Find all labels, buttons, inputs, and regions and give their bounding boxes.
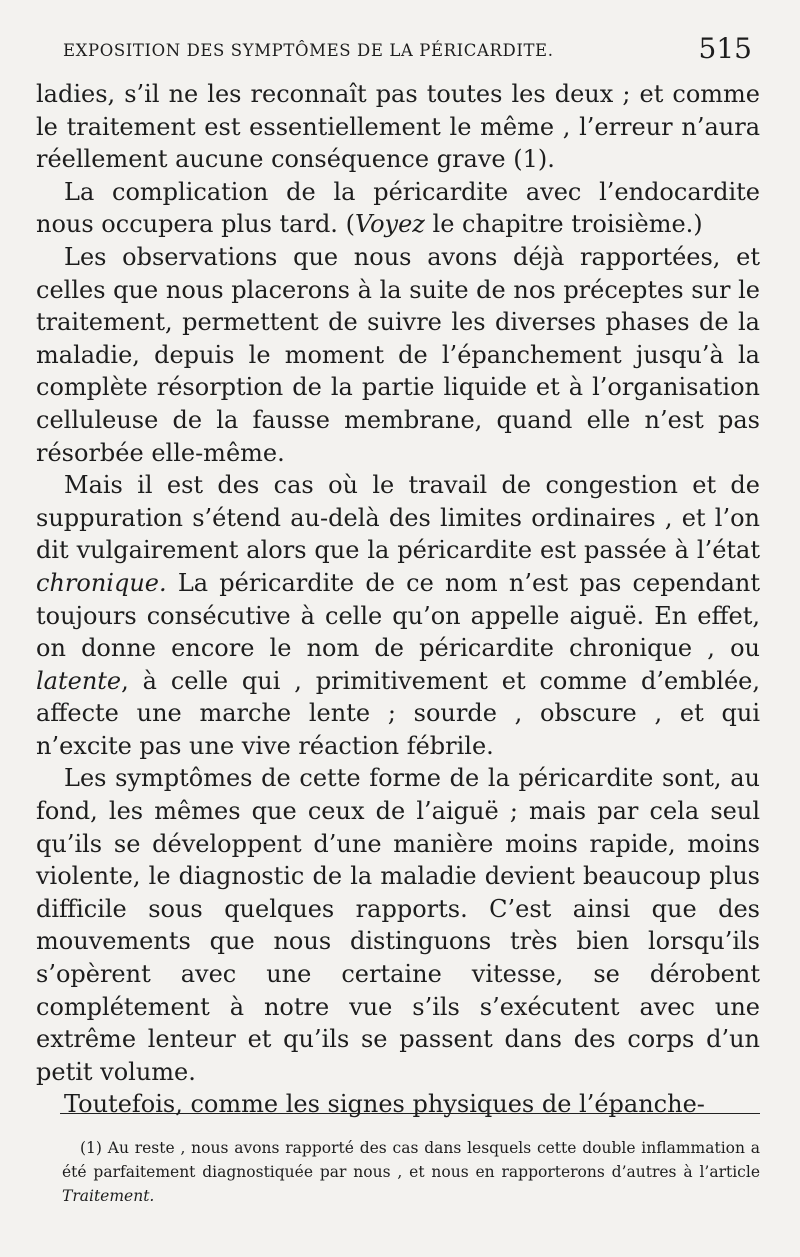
- footnote: [62, 1136, 760, 1208]
- footnote-italic: Traitement.: [62, 1187, 155, 1205]
- paragraph-1: ladies, s’il ne les reconnaît pas toutes les deux ; et comme le traitement est essentiellement le même , l’erreur n’aura réellement aucune conséquence grave (1).: [36, 80, 760, 174]
- paragraph-2-text-a: La complication de la péricardite avec l’endocardite nous occupera plus tard. (: [36, 177, 760, 239]
- paragraph-2-text-b: le chapitre troisième.): [424, 210, 703, 239]
- running-head: EXPOSITION DES SYMPTÔMES DE LA PÉRICARDITE.: [63, 41, 554, 60]
- paragraph-3: Les observations que nous avons déjà rapportées, et celles que nous placerons à la suite de nos préceptes sur le traitement, permettent de suivre les diverses phases de la maladie, depuis le moment de l’épanchement jusqu’à la complète résorption de la partie liquide et à l’organisation celluleuse de la fausse membrane, quand elle n’est pas résorbée elle-même.: [36, 242, 760, 467]
- paragraph-2: [36, 176, 760, 241]
- paragraph-6: Toutefois, comme les signes physiques de l’épanche-: [64, 1090, 705, 1119]
- footnote-text: (1) Au reste , nous avons rapporté des cas dans lesquels cette double inflammation a été parfaitement diagnostiquée par nous , et nous en rapporterons d’autres à l’article: [62, 1139, 760, 1181]
- paragraph-5: Les symptômes de cette forme de la péricardite sont, au fond, les mêmes que ceux de l’aiguë ; mais par cela seul qu’ils se développent d’une manière moins rapide, moins violente, le diagnostic de la maladie devient beaucoup plus difficile sous quelques rapports. C’est ainsi que des mouvements que nous distinguons très bien lorsqu’ils s’opèrent avec une certaine vitesse, se dérobent complétement à notre vue s’ils s’exécutent avec une extrême lenteur et qu’ils se passent dans des corps d’un petit volume.: [36, 764, 760, 1086]
- paragraph-4-italic-1: chronique.: [36, 568, 167, 597]
- paragraph-4-text-c: , à celle qui , primitivement et comme d’emblée, affecte une marche lente ; sourde , obscure , et qui n’excite pas une vive réaction fébrile.: [36, 666, 760, 760]
- page-number: 515: [698, 32, 752, 65]
- paragraph-4-text-b: La péricardite de ce nom n’est pas cependant toujours consécutive à celle qu’on appelle aiguë. En effet, on donne encore le nom de péricardite chronique , ou: [36, 568, 760, 663]
- paragraph-4-italic-2: latente: [36, 666, 122, 695]
- paragraph-2-italic: Voyez: [354, 210, 425, 239]
- paragraph-4: [36, 469, 760, 762]
- footnote-separator: [60, 1113, 760, 1114]
- page-header: [63, 30, 752, 70]
- body-text: [36, 78, 760, 1121]
- paragraph-4-text-a: Mais il est des cas où le travail de congestion et de suppuration s’étend au-delà des limites ordinaires , et l’on dit vulgairement alors que la péricardite est passée à l’état: [36, 471, 760, 565]
